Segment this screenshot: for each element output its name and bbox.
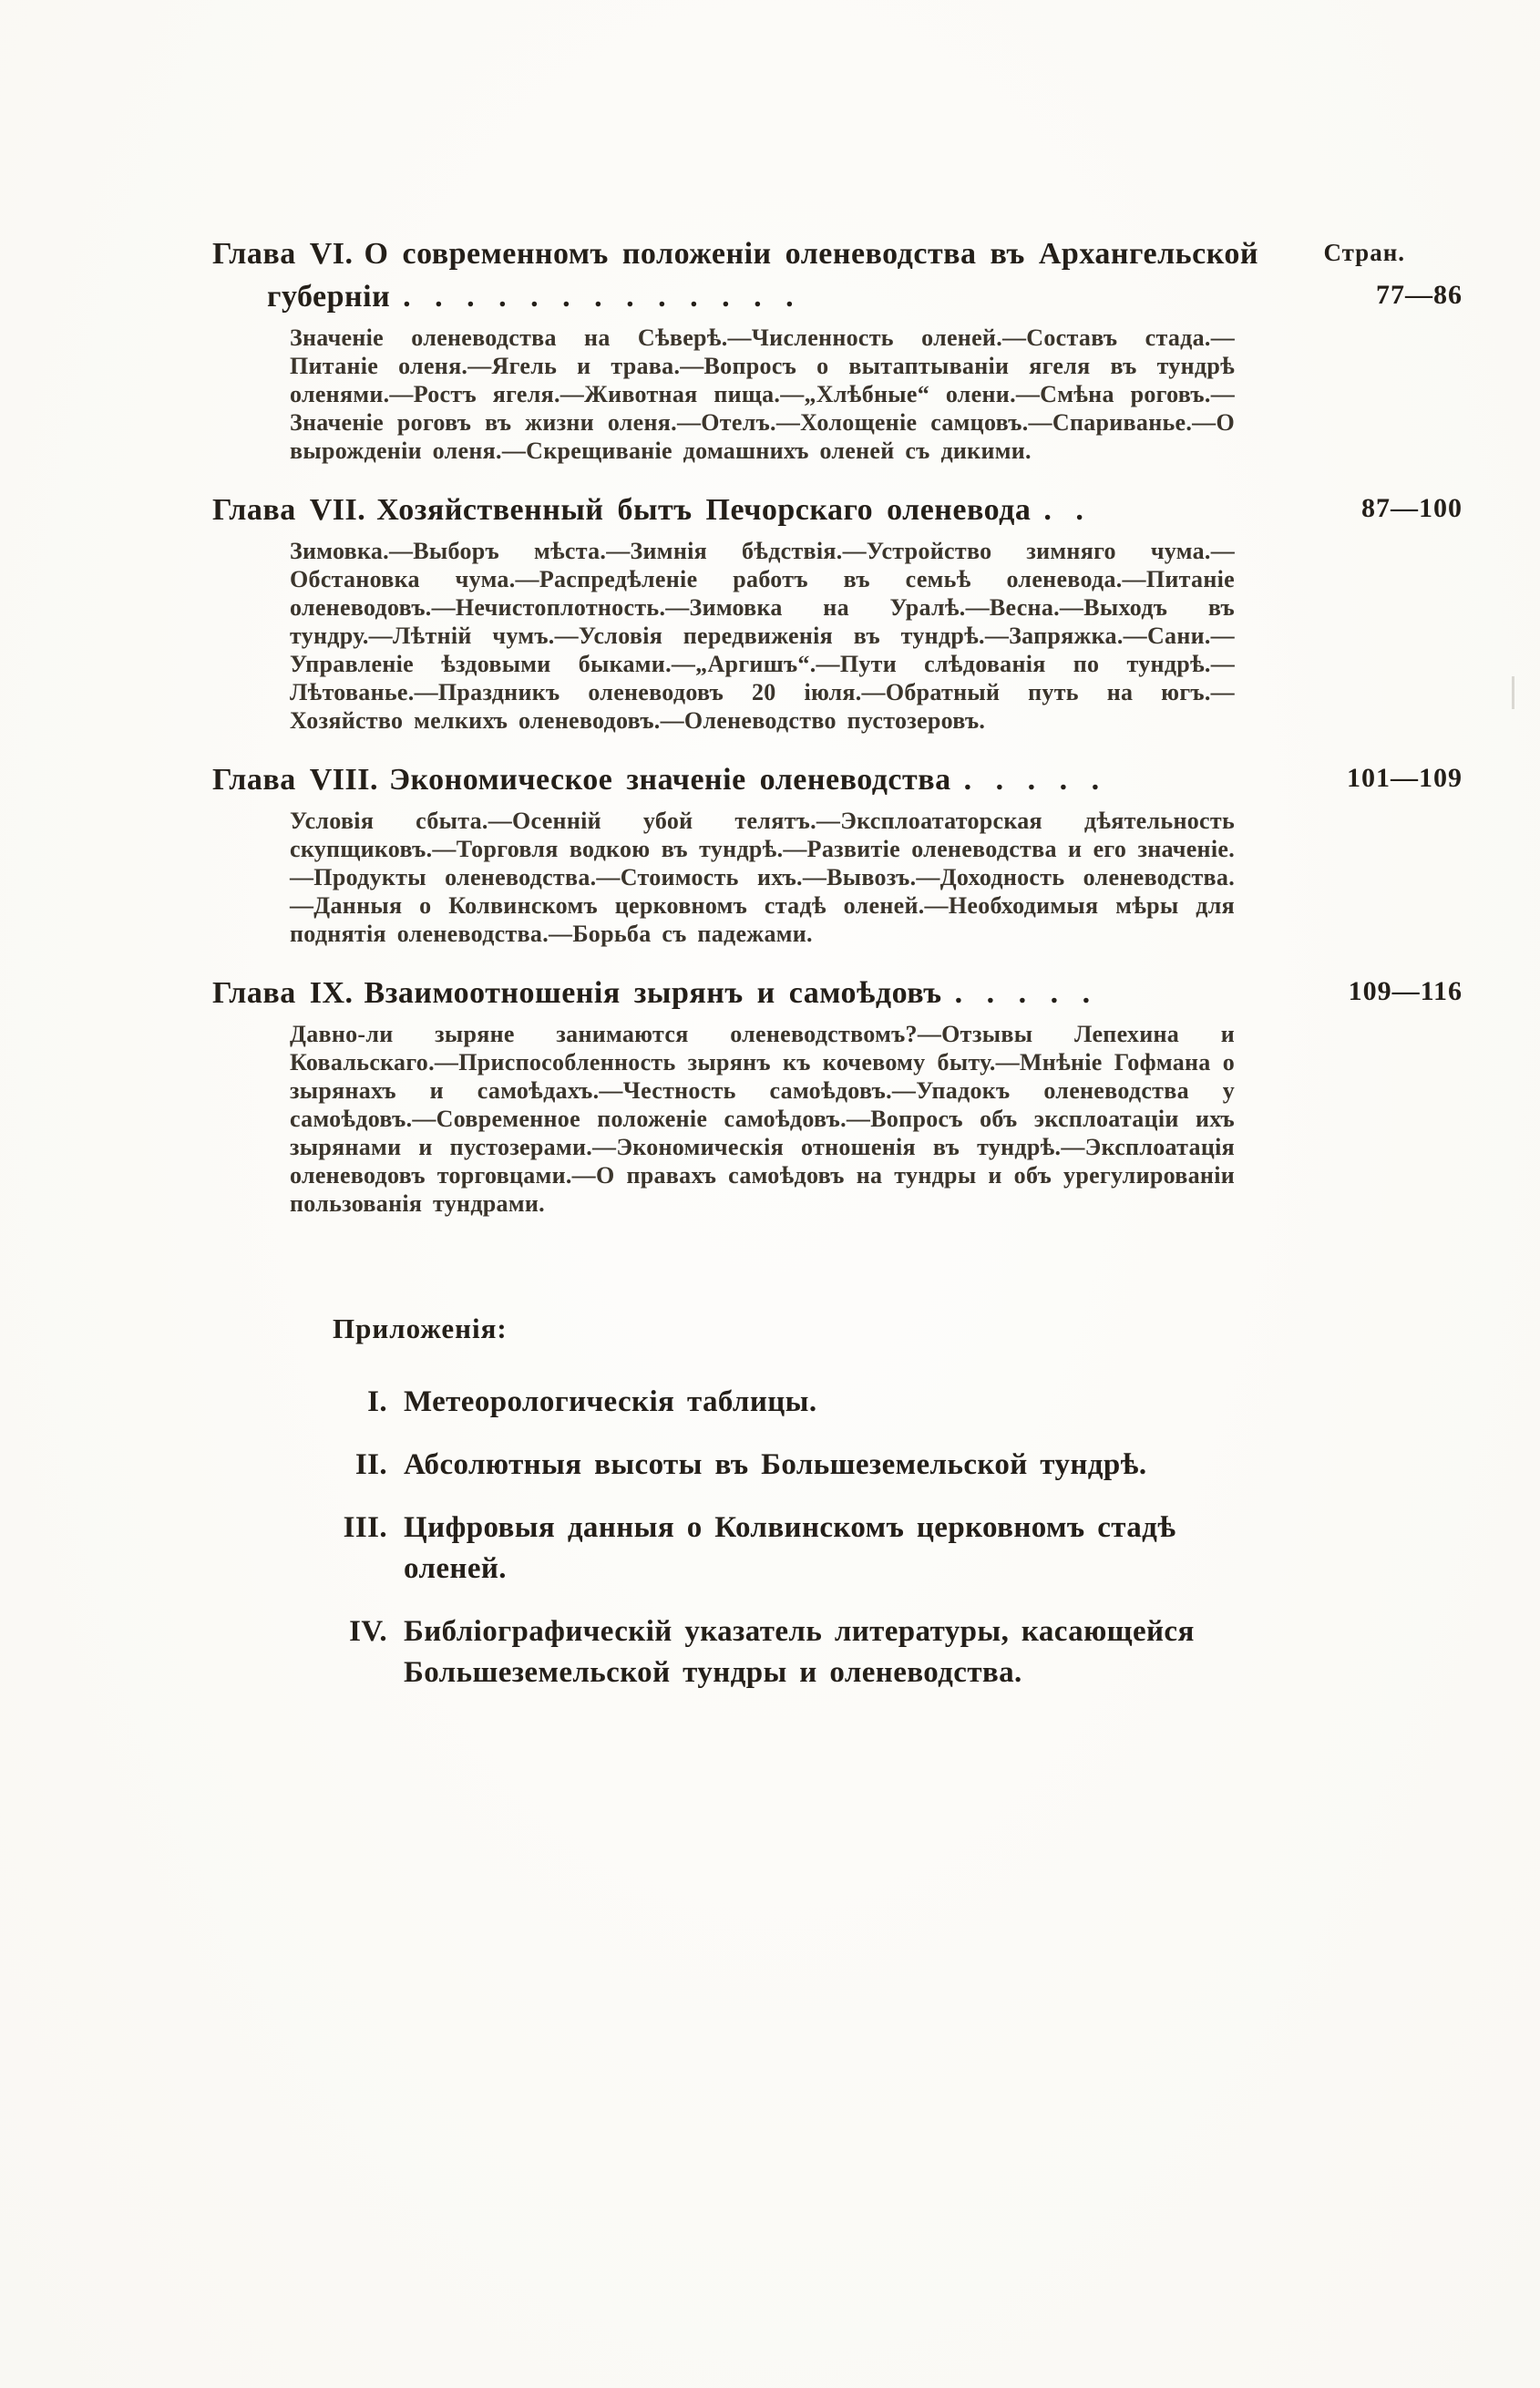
appendix-item-numeral: II. (354, 1448, 387, 1481)
chapter-label: Глава VII. (212, 493, 366, 527)
chapter-title: Взаимоотношенія зырянъ и самоѣдовъ (364, 976, 942, 1010)
dot-leader: . . . . . (963, 763, 1105, 797)
chapter-title: Хозяйственный бытъ Печорскаго оленевода (376, 493, 1032, 527)
page-column-header: Стран. (1323, 239, 1405, 266)
chapter-heading (212, 489, 1463, 531)
appendix-item (212, 1508, 1408, 1590)
appendix-section (212, 1312, 1408, 1693)
page-range: 87—100 (1361, 493, 1463, 523)
appendix-section-title: Приложенія: (333, 1312, 508, 1344)
appendix-item (212, 1382, 1408, 1423)
dot-leader: . . . . . . . . . . . . . (403, 280, 799, 314)
chapter-summary: Зимовка.—Выборъ мѣста.—Зимнія бѣдствія.—Устройство зимняго чума.—Обстановка чума.—Распредѣленіе работъ въ семьѣ оленевода.—Питаніе оленеводовъ.—Нечистоплотность.—Зимовка на Уралѣ.—Весна.—Выходъ въ тундру.—Лѣтній чумъ.—Условія передвиженія въ тундрѣ.—Запряжка.—Сани.—Управленіе ѣздовыми быками.—„Аргишъ“.—Пути слѣдованія по тундрѣ.—Лѣтованье.—Праздникъ оленеводовъ 20 іюля.—Обратный путь на югъ.—Хозяйство мелкихъ оленеводовъ.—Оленеводство пустозеровъ. (290, 538, 1235, 734)
page-range: 101—109 (1347, 763, 1463, 793)
toc-entry (212, 232, 1463, 465)
appendix-item-numeral: IV. (349, 1615, 387, 1648)
chapter-summary: Условія сбыта.—Осенній убой телятъ.—Эксплоататорская дѣятельность скупщиковъ.—Торговля водкою въ тундрѣ.—Развитіе оленеводства и его значеніе.—Продукты оленеводства.—Стоимость ихъ.—Вывозъ.—Доходность оленеводства.—Данныя о Колвинскомъ церковномъ стадѣ оленей.—Необходимыя мѣры для поднятія оленеводства.—Борьба съ падежами. (290, 808, 1235, 947)
chapter-title: Экономическое значеніе оленеводства (388, 763, 951, 797)
chapter-label: Глава IX. (212, 976, 354, 1010)
dot-leader: . . . . . (954, 976, 1096, 1010)
page-range: 77—86 (1376, 280, 1463, 310)
dot-leader: . . (1043, 493, 1089, 527)
chapter-heading (212, 758, 1463, 801)
appendix-item (212, 1445, 1408, 1486)
appendix-item (212, 1611, 1408, 1693)
appendix-list (212, 1382, 1408, 1693)
appendix-item-numeral: III. (343, 1511, 387, 1544)
chapter-summary: Значеніе оленеводства на Сѣверѣ.—Численность оленей.—Составъ стада.—Питаніе оленя.—Ягель и трава.—Вопросъ о вытаптываніи ягеля въ тундрѣ оленями.—Ростъ ягеля.—Животная пища.—„Хлѣбные“ олени.—Смѣна роговъ.—Значеніе роговъ въ жизни оленя.—Отелъ.—Холощеніе самцовъ.—Спариванье.—О вырожденіи оленя.—Скрещиваніе домашнихъ оленей съ дикими. (290, 324, 1235, 464)
chapter-label: Глава VIII. (212, 763, 378, 797)
chapter-label: Глава VI. (212, 237, 354, 271)
appendix-item-text: Метеорологическія таблицы. (404, 1385, 817, 1418)
appendix-item-text: Библіографическій указатель литературы, касающейся Большеземельской тундры и оленеводства. (404, 1615, 1195, 1689)
table-of-contents (212, 232, 1463, 1715)
appendix-item-numeral: I. (367, 1385, 387, 1418)
toc-entry (212, 758, 1463, 948)
chapter-heading (212, 972, 1463, 1014)
toc-entry (212, 972, 1463, 1218)
page-range: 109—116 (1348, 976, 1463, 1006)
toc-entry (212, 489, 1463, 735)
appendix-item-text: Цифровыя данныя о Колвинскомъ церковномъ стадѣ оленей. (404, 1511, 1176, 1585)
appendix-item-text: Абсолютныя высоты въ Большеземельской тундрѣ. (404, 1448, 1147, 1481)
chapter-title: О современномъ положеніи оленеводства въ Архангельской губерніи (267, 237, 1258, 314)
scan-artifact (1512, 676, 1514, 709)
chapter-summary: Давно-ли зыряне занимаются оленеводствомъ?—Отзывы Лепехина и Ковальскаго.—Приспособленность зырянъ къ кочевому быту.—Мнѣніе Гофмана о зырянахъ и самоѣдахъ.—Честность самоѣдовъ.—Упадокъ оленеводства у самоѣдовъ.—Современное положеніе самоѣдовъ.—Вопросъ объ эксплоатаціи ихъ зырянами и пустозерами.—Экономическія отношенія въ тундрѣ.—Эксплоатація оленеводовъ торговцами.—О правахъ самоѣдовъ на тундры и объ урегулированіи пользованія тундрами. (290, 1021, 1235, 1217)
